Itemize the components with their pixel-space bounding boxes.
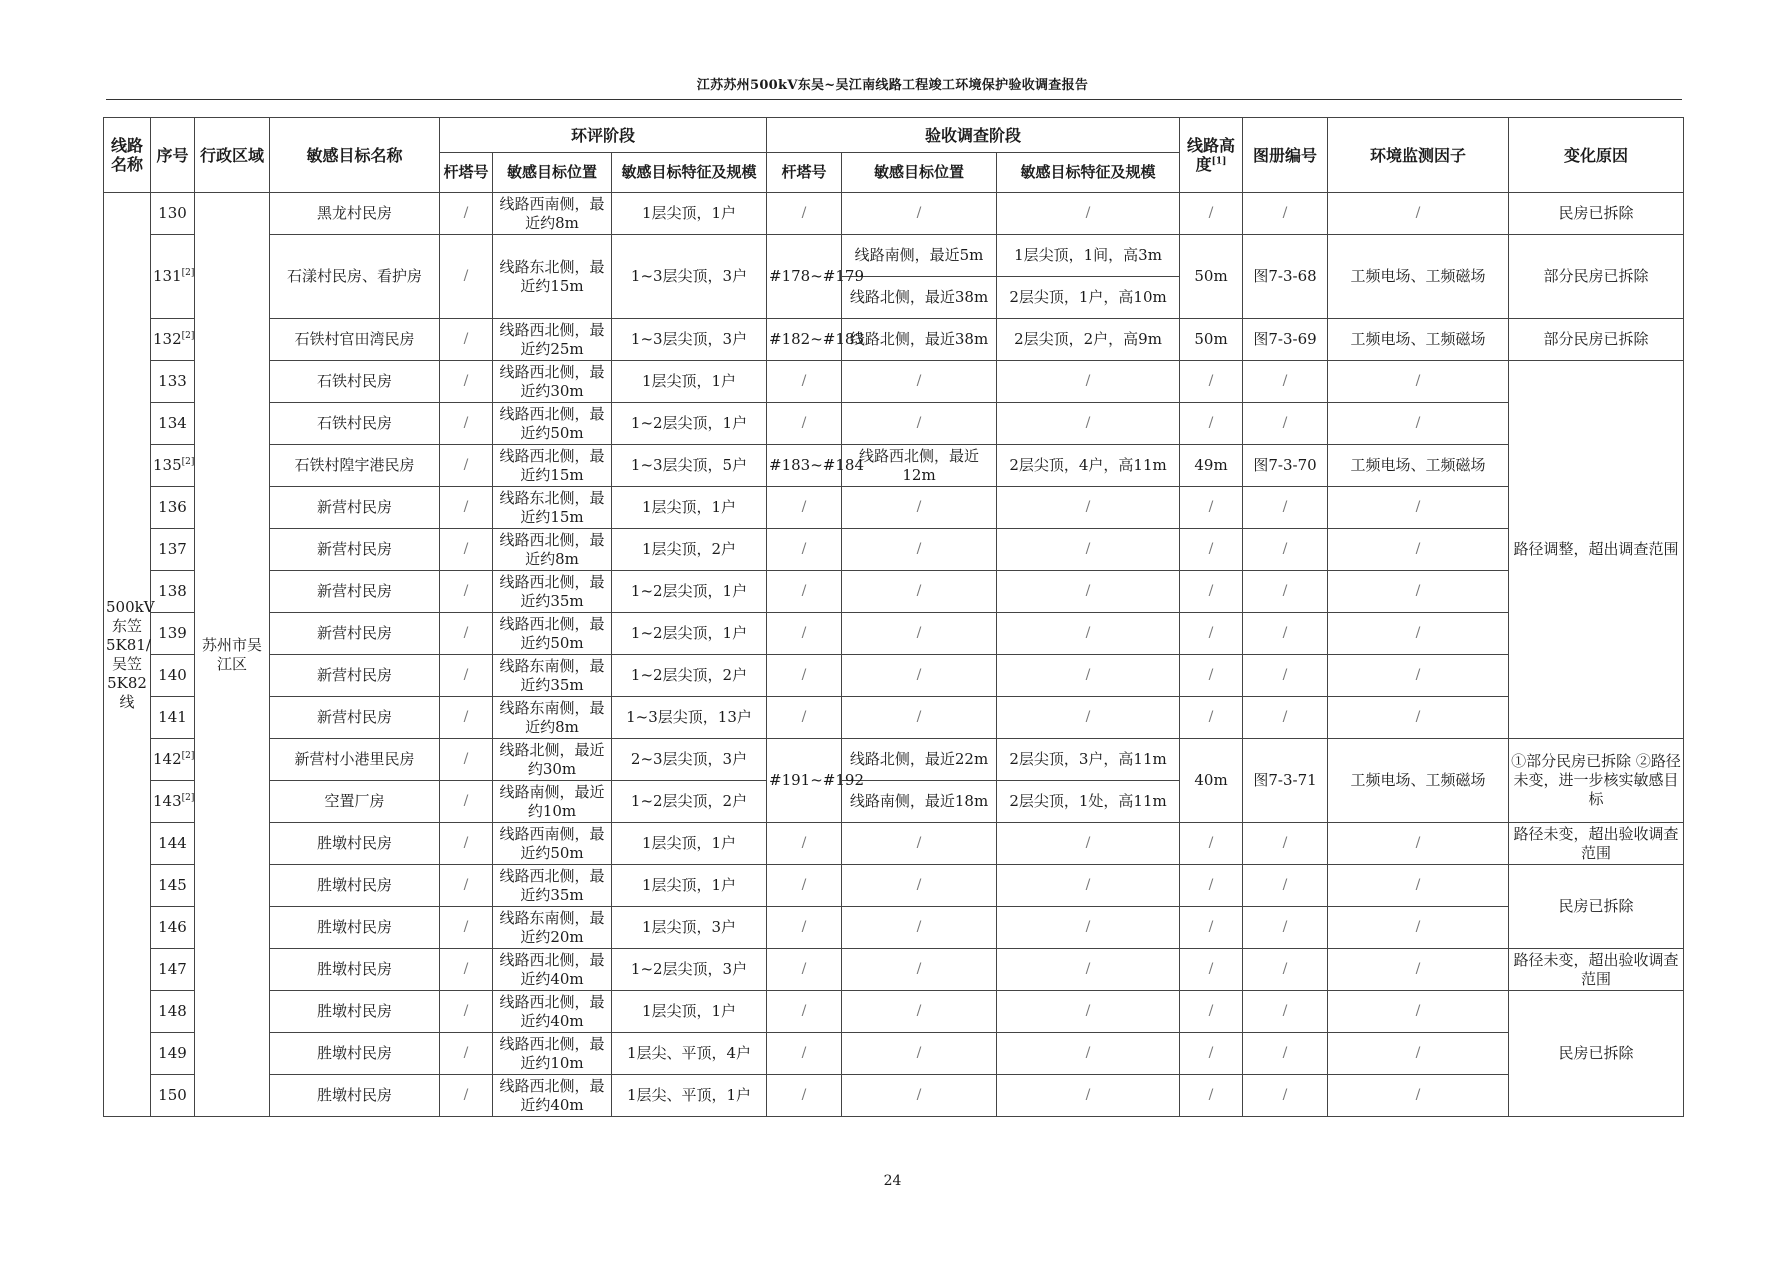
acc-tower-cell: /	[767, 907, 842, 949]
figure-no-cell: 图7-3-71	[1243, 739, 1328, 823]
seq-cell: 147	[151, 949, 195, 991]
line-height-cell: /	[1180, 613, 1243, 655]
seq-cell: 136	[151, 487, 195, 529]
eia-position-cell: 线路南侧，最近约10m	[493, 781, 612, 823]
table-row	[104, 487, 1684, 529]
seq-cell: 138	[151, 571, 195, 613]
eia-position-cell: 线路西北侧，最近约35m	[493, 571, 612, 613]
th-line-name: 线路名称	[104, 118, 151, 193]
seq-cell: 146	[151, 907, 195, 949]
eia-feature-cell: 1层尖顶，3户	[612, 907, 767, 949]
target-name-cell: 石铁村民房	[270, 361, 440, 403]
acc-tower-cell: #183~#184	[767, 445, 842, 487]
sensitive-targets-table	[103, 117, 1684, 1117]
acc-tower-cell: #191~#192	[767, 739, 842, 823]
eia-feature-cell: 2~3层尖顶，3户	[612, 739, 767, 781]
line-height-cell: /	[1180, 991, 1243, 1033]
eia-tower-cell: /	[440, 319, 493, 361]
line-height-cell: 50m	[1180, 319, 1243, 361]
acc-tower-cell: /	[767, 403, 842, 445]
monitoring-factor-cell: /	[1328, 1075, 1509, 1117]
eia-feature-cell: 1层尖顶，1户	[612, 193, 767, 235]
eia-tower-cell: /	[440, 739, 493, 781]
table-row	[104, 949, 1684, 991]
table-row	[104, 319, 1684, 361]
monitoring-factor-cell: 工频电场、工频磁场	[1328, 235, 1509, 319]
th-figure-no: 图册编号	[1243, 118, 1328, 193]
acc-position-cell: /	[842, 991, 997, 1033]
table-row	[104, 1075, 1684, 1117]
seq-cell: 148	[151, 991, 195, 1033]
eia-feature-cell: 1~2层尖顶，1户	[612, 571, 767, 613]
target-name-cell: 胜墩村民房	[270, 949, 440, 991]
eia-feature-cell: 1~3层尖顶，3户	[612, 235, 767, 319]
monitoring-factor-cell: /	[1328, 949, 1509, 991]
th-monitoring-factor: 环境监测因子	[1328, 118, 1509, 193]
acc-tower-cell: /	[767, 571, 842, 613]
eia-position-cell: 线路西北侧，最近约25m	[493, 319, 612, 361]
target-name-cell: 新营村民房	[270, 529, 440, 571]
target-name-cell: 胜墩村民房	[270, 991, 440, 1033]
table-row	[104, 529, 1684, 571]
monitoring-factor-cell: /	[1328, 613, 1509, 655]
seq-cell: 133	[151, 361, 195, 403]
seq-cell	[151, 781, 195, 823]
eia-tower-cell: /	[440, 949, 493, 991]
seq-cell	[151, 235, 195, 319]
th-line-height	[1180, 118, 1243, 193]
acc-feature-cell: /	[997, 865, 1180, 907]
acc-feature-cell: 2层尖顶，1处，高11m	[997, 781, 1180, 823]
seq-note: [2]	[181, 331, 195, 341]
seq-cell	[151, 319, 195, 361]
seq-cell: 137	[151, 529, 195, 571]
eia-position-cell: 线路西北侧，最近约50m	[493, 613, 612, 655]
th-line-height-text: 线路高度	[1187, 136, 1236, 174]
change-reason-cell: 路径未变，超出验收调查范围	[1509, 823, 1684, 865]
line-height-cell: 49m	[1180, 445, 1243, 487]
eia-tower-cell: /	[440, 697, 493, 739]
eia-feature-cell: 1层尖顶，1户	[612, 487, 767, 529]
eia-feature-cell: 1~3层尖顶，5户	[612, 445, 767, 487]
acc-tower-cell: /	[767, 1075, 842, 1117]
change-reason-cell: 民房已拆除	[1509, 865, 1684, 949]
monitoring-factor-cell: /	[1328, 487, 1509, 529]
acc-position-cell: /	[842, 697, 997, 739]
acc-tower-cell: /	[767, 865, 842, 907]
th-eia-feature: 敏感目标特征及规模	[612, 153, 767, 193]
figure-no-cell: /	[1243, 655, 1328, 697]
acc-feature-cell: 2层尖顶，1户，高10m	[997, 277, 1180, 319]
acc-tower-cell: #182~#183	[767, 319, 842, 361]
table-row	[104, 823, 1684, 865]
figure-no-cell: 图7-3-70	[1243, 445, 1328, 487]
change-reason-cell: 路径调整，超出调查范围	[1509, 361, 1684, 739]
table-row	[104, 1033, 1684, 1075]
acc-tower-cell: /	[767, 613, 842, 655]
acc-feature-cell: /	[997, 949, 1180, 991]
seq-cell: 145	[151, 865, 195, 907]
line-height-cell: /	[1180, 823, 1243, 865]
figure-no-cell: /	[1243, 613, 1328, 655]
acc-position-cell: /	[842, 613, 997, 655]
acc-feature-cell: /	[997, 529, 1180, 571]
seq-cell: 141	[151, 697, 195, 739]
eia-position-cell: 线路东南侧，最近约20m	[493, 907, 612, 949]
seq-cell	[151, 445, 195, 487]
acc-position-cell: /	[842, 655, 997, 697]
eia-feature-cell: 1层尖顶，1户	[612, 865, 767, 907]
eia-tower-cell: /	[440, 487, 493, 529]
figure-no-cell: /	[1243, 193, 1328, 235]
monitoring-factor-cell: /	[1328, 907, 1509, 949]
change-reason-cell: 路径未变，超出验收调查范围	[1509, 949, 1684, 991]
th-acc-feature: 敏感目标特征及规模	[997, 153, 1180, 193]
eia-feature-cell: 1层尖顶，2户	[612, 529, 767, 571]
acc-position-cell: /	[842, 823, 997, 865]
line-height-cell: /	[1180, 403, 1243, 445]
eia-tower-cell: /	[440, 865, 493, 907]
eia-tower-cell: /	[440, 655, 493, 697]
eia-position-cell: 线路东北侧，最近约15m	[493, 487, 612, 529]
figure-no-cell: /	[1243, 907, 1328, 949]
line-height-cell: /	[1180, 1033, 1243, 1075]
line-name-cell: 500kV东笠5K81/吴笠5K82线	[104, 193, 151, 1117]
figure-no-cell: 图7-3-69	[1243, 319, 1328, 361]
eia-tower-cell: /	[440, 529, 493, 571]
acc-position-cell: /	[842, 529, 997, 571]
monitoring-factor-cell: /	[1328, 403, 1509, 445]
table-row	[104, 571, 1684, 613]
acc-tower-cell: /	[767, 487, 842, 529]
acc-tower-cell: /	[767, 823, 842, 865]
acc-tower-cell: /	[767, 1033, 842, 1075]
acc-position-cell: 线路西北侧，最近12m	[842, 445, 997, 487]
change-reason-cell: 民房已拆除	[1509, 991, 1684, 1117]
line-height-cell: /	[1180, 655, 1243, 697]
monitoring-factor-cell: /	[1328, 697, 1509, 739]
acc-feature-cell: /	[997, 823, 1180, 865]
line-height-cell: /	[1180, 865, 1243, 907]
eia-feature-cell: 1层尖顶，1户	[612, 361, 767, 403]
seq-text: 142	[153, 750, 182, 768]
seq-text: 143	[153, 792, 182, 810]
figure-no-cell: /	[1243, 571, 1328, 613]
acc-position-cell: /	[842, 907, 997, 949]
acc-feature-cell: /	[997, 571, 1180, 613]
acc-feature-cell: /	[997, 193, 1180, 235]
target-name-cell: 新营村民房	[270, 613, 440, 655]
target-name-cell: 新营村民房	[270, 697, 440, 739]
figure-no-cell: /	[1243, 823, 1328, 865]
acc-feature-cell: /	[997, 697, 1180, 739]
acc-tower-cell: /	[767, 697, 842, 739]
eia-feature-cell: 1~3层尖顶，13户	[612, 697, 767, 739]
eia-tower-cell: /	[440, 193, 493, 235]
eia-feature-cell: 1~2层尖顶，2户	[612, 781, 767, 823]
document-header-title: 江苏苏州500kV东吴~吴江南线路工程竣工环境保护验收调查报告	[696, 78, 1089, 93]
acc-feature-cell: /	[997, 991, 1180, 1033]
acc-feature-cell: 2层尖顶，2户，高9m	[997, 319, 1180, 361]
admin-region-cell: 苏州市吴江区	[195, 193, 270, 1117]
monitoring-factor-cell: 工频电场、工频磁场	[1328, 739, 1509, 823]
header-rule	[106, 99, 1682, 100]
eia-position-cell: 线路西北侧，最近约40m	[493, 1075, 612, 1117]
line-height-cell: /	[1180, 361, 1243, 403]
eia-position-cell: 线路北侧，最近约30m	[493, 739, 612, 781]
eia-tower-cell: /	[440, 1033, 493, 1075]
eia-feature-cell: 1~2层尖顶，3户	[612, 949, 767, 991]
acc-feature-cell: /	[997, 655, 1180, 697]
acc-tower-cell: /	[767, 991, 842, 1033]
eia-tower-cell: /	[440, 991, 493, 1033]
seq-note: [2]	[181, 268, 195, 278]
eia-position-cell: 线路西北侧，最近约35m	[493, 865, 612, 907]
eia-tower-cell: /	[440, 823, 493, 865]
target-name-cell: 新营村小港里民房	[270, 739, 440, 781]
acc-position-cell: /	[842, 865, 997, 907]
line-height-cell: /	[1180, 487, 1243, 529]
seq-text: 135	[153, 456, 182, 474]
th-target-name: 敏感目标名称	[270, 118, 440, 193]
eia-tower-cell: /	[440, 235, 493, 319]
acc-position-cell: /	[842, 487, 997, 529]
eia-feature-cell: 1~3层尖顶，3户	[612, 319, 767, 361]
table-row	[104, 193, 1684, 235]
th-acc-position: 敏感目标位置	[842, 153, 997, 193]
monitoring-factor-cell: /	[1328, 529, 1509, 571]
seq-cell: 140	[151, 655, 195, 697]
seq-note: [2]	[181, 457, 195, 467]
seq-note: [2]	[181, 793, 195, 803]
eia-feature-cell: 1层尖顶，1户	[612, 823, 767, 865]
acc-tower-cell: /	[767, 949, 842, 991]
monitoring-factor-cell: 工频电场、工频磁场	[1328, 319, 1509, 361]
th-line-height-note: [1]	[1211, 156, 1227, 167]
table-row	[104, 361, 1684, 403]
th-change-reason: 变化原因	[1509, 118, 1684, 193]
eia-feature-cell: 1~2层尖顶，1户	[612, 403, 767, 445]
eia-feature-cell: 1~2层尖顶，2户	[612, 655, 767, 697]
acc-tower-cell: /	[767, 193, 842, 235]
figure-no-cell: /	[1243, 487, 1328, 529]
eia-position-cell: 线路东北侧，最近约15m	[493, 235, 612, 319]
line-height-cell: /	[1180, 697, 1243, 739]
acc-position-cell: /	[842, 361, 997, 403]
target-name-cell: 空置厂房	[270, 781, 440, 823]
acc-position-cell: /	[842, 1075, 997, 1117]
eia-position-cell: 线路西北侧，最近约40m	[493, 949, 612, 991]
eia-tower-cell: /	[440, 613, 493, 655]
change-reason-cell: 民房已拆除	[1509, 193, 1684, 235]
line-height-cell: /	[1180, 949, 1243, 991]
target-name-cell: 石铁村官田湾民房	[270, 319, 440, 361]
acc-position-cell: 线路北侧，最近22m	[842, 739, 997, 781]
eia-position-cell: 线路西北侧，最近约40m	[493, 991, 612, 1033]
monitoring-factor-cell: /	[1328, 865, 1509, 907]
target-name-cell: 胜墩村民房	[270, 1075, 440, 1117]
line-height-cell: 40m	[1180, 739, 1243, 823]
seq-cell: 144	[151, 823, 195, 865]
eia-tower-cell: /	[440, 403, 493, 445]
eia-tower-cell: /	[440, 1075, 493, 1117]
figure-no-cell: /	[1243, 1033, 1328, 1075]
acc-feature-cell: /	[997, 1075, 1180, 1117]
eia-tower-cell: /	[440, 907, 493, 949]
acc-position-cell: /	[842, 571, 997, 613]
figure-no-cell: /	[1243, 949, 1328, 991]
eia-position-cell: 线路西南侧，最近约50m	[493, 823, 612, 865]
acc-tower-cell: #178~#179	[767, 235, 842, 319]
monitoring-factor-cell: /	[1328, 1033, 1509, 1075]
monitoring-factor-cell: /	[1328, 823, 1509, 865]
acc-tower-cell: /	[767, 655, 842, 697]
seq-note: [2]	[181, 751, 195, 761]
eia-position-cell: 线路西北侧，最近约50m	[493, 403, 612, 445]
target-name-cell: 胜墩村民房	[270, 865, 440, 907]
target-name-cell: 石铁村民房	[270, 403, 440, 445]
figure-no-cell: /	[1243, 991, 1328, 1033]
line-height-cell: /	[1180, 1075, 1243, 1117]
eia-position-cell: 线路西南侧，最近约8m	[493, 193, 612, 235]
target-name-cell: 新营村民房	[270, 487, 440, 529]
eia-feature-cell: 1层尖、平顶，4户	[612, 1033, 767, 1075]
change-reason-cell: ①部分民房已拆除 ②路径未变，进一步核实敏感目标	[1509, 739, 1684, 823]
acc-feature-cell: /	[997, 361, 1180, 403]
acc-position-cell: /	[842, 403, 997, 445]
th-acc-tower: 杆塔号	[767, 153, 842, 193]
acc-feature-cell: /	[997, 613, 1180, 655]
line-height-cell: 50m	[1180, 235, 1243, 319]
seq-cell: 149	[151, 1033, 195, 1075]
table-row	[104, 739, 1684, 781]
acc-position-cell: 线路北侧，最近38m	[842, 277, 997, 319]
line-height-cell: /	[1180, 571, 1243, 613]
seq-text: 132	[153, 330, 182, 348]
eia-tower-cell: /	[440, 571, 493, 613]
acc-feature-cell: /	[997, 403, 1180, 445]
seq-cell: 130	[151, 193, 195, 235]
figure-no-cell: /	[1243, 697, 1328, 739]
table-row	[104, 403, 1684, 445]
acc-position-cell: 线路南侧，最近18m	[842, 781, 997, 823]
figure-no-cell: /	[1243, 403, 1328, 445]
monitoring-factor-cell: /	[1328, 571, 1509, 613]
eia-tower-cell: /	[440, 781, 493, 823]
acc-feature-cell: /	[997, 487, 1180, 529]
figure-no-cell: /	[1243, 529, 1328, 571]
page-number: 24	[883, 1173, 902, 1189]
acc-feature-cell: /	[997, 907, 1180, 949]
line-height-cell: /	[1180, 907, 1243, 949]
eia-position-cell: 线路西北侧，最近约8m	[493, 529, 612, 571]
seq-cell	[151, 739, 195, 781]
target-name-cell: 石漾村民房、看护房	[270, 235, 440, 319]
monitoring-factor-cell: 工频电场、工频磁场	[1328, 445, 1509, 487]
eia-position-cell: 线路西北侧，最近约30m	[493, 361, 612, 403]
target-name-cell: 胜墩村民房	[270, 907, 440, 949]
line-height-cell: /	[1180, 529, 1243, 571]
acc-position-cell: /	[842, 1033, 997, 1075]
acc-position-cell: /	[842, 193, 997, 235]
acc-position-cell: 线路北侧，最近38m	[842, 319, 997, 361]
table-row	[104, 907, 1684, 949]
target-name-cell: 胜墩村民房	[270, 1033, 440, 1075]
acc-position-cell: 线路南侧，最近5m	[842, 235, 997, 277]
th-acceptance-stage: 验收调查阶段	[767, 118, 1180, 153]
target-name-cell: 新营村民房	[270, 571, 440, 613]
table-row	[104, 697, 1684, 739]
monitoring-factor-cell: /	[1328, 655, 1509, 697]
table-row	[104, 445, 1684, 487]
acc-tower-cell: /	[767, 361, 842, 403]
seq-cell: 139	[151, 613, 195, 655]
line-height-cell: /	[1180, 193, 1243, 235]
acc-feature-cell: 1层尖顶，1间，高3m	[997, 235, 1180, 277]
figure-no-cell: /	[1243, 865, 1328, 907]
th-eia-tower: 杆塔号	[440, 153, 493, 193]
table-row	[104, 991, 1684, 1033]
table-row	[104, 235, 1684, 277]
eia-tower-cell: /	[440, 445, 493, 487]
table-row	[104, 613, 1684, 655]
eia-position-cell: 线路西北侧，最近约10m	[493, 1033, 612, 1075]
acc-feature-cell: 2层尖顶，3户，高11m	[997, 739, 1180, 781]
monitoring-factor-cell: /	[1328, 991, 1509, 1033]
th-seq: 序号	[151, 118, 195, 193]
th-admin-region: 行政区域	[195, 118, 270, 193]
change-reason-cell: 部分民房已拆除	[1509, 235, 1684, 319]
seq-cell: 150	[151, 1075, 195, 1117]
acc-feature-cell: /	[997, 1033, 1180, 1075]
eia-position-cell: 线路西北侧，最近约15m	[493, 445, 612, 487]
figure-no-cell: 图7-3-68	[1243, 235, 1328, 319]
table-row	[104, 655, 1684, 697]
target-name-cell: 石铁村隍宇港民房	[270, 445, 440, 487]
eia-tower-cell: /	[440, 361, 493, 403]
figure-no-cell: /	[1243, 1075, 1328, 1117]
eia-feature-cell: 1层尖、平顶，1户	[612, 1075, 767, 1117]
eia-position-cell: 线路东南侧，最近约35m	[493, 655, 612, 697]
seq-cell: 134	[151, 403, 195, 445]
acc-tower-cell: /	[767, 529, 842, 571]
target-name-cell: 胜墩村民房	[270, 823, 440, 865]
eia-feature-cell: 1层尖顶，1户	[612, 991, 767, 1033]
monitoring-factor-cell: /	[1328, 193, 1509, 235]
target-name-cell: 黑龙村民房	[270, 193, 440, 235]
change-reason-cell: 部分民房已拆除	[1509, 319, 1684, 361]
seq-text: 131	[153, 267, 182, 285]
eia-feature-cell: 1~2层尖顶，1户	[612, 613, 767, 655]
acc-position-cell: /	[842, 949, 997, 991]
acc-feature-cell: 2层尖顶，4户，高11m	[997, 445, 1180, 487]
figure-no-cell: /	[1243, 361, 1328, 403]
table-row	[104, 865, 1684, 907]
eia-position-cell: 线路东南侧，最近约8m	[493, 697, 612, 739]
th-eia-stage: 环评阶段	[440, 118, 767, 153]
target-name-cell: 新营村民房	[270, 655, 440, 697]
th-eia-position: 敏感目标位置	[493, 153, 612, 193]
monitoring-factor-cell: /	[1328, 361, 1509, 403]
